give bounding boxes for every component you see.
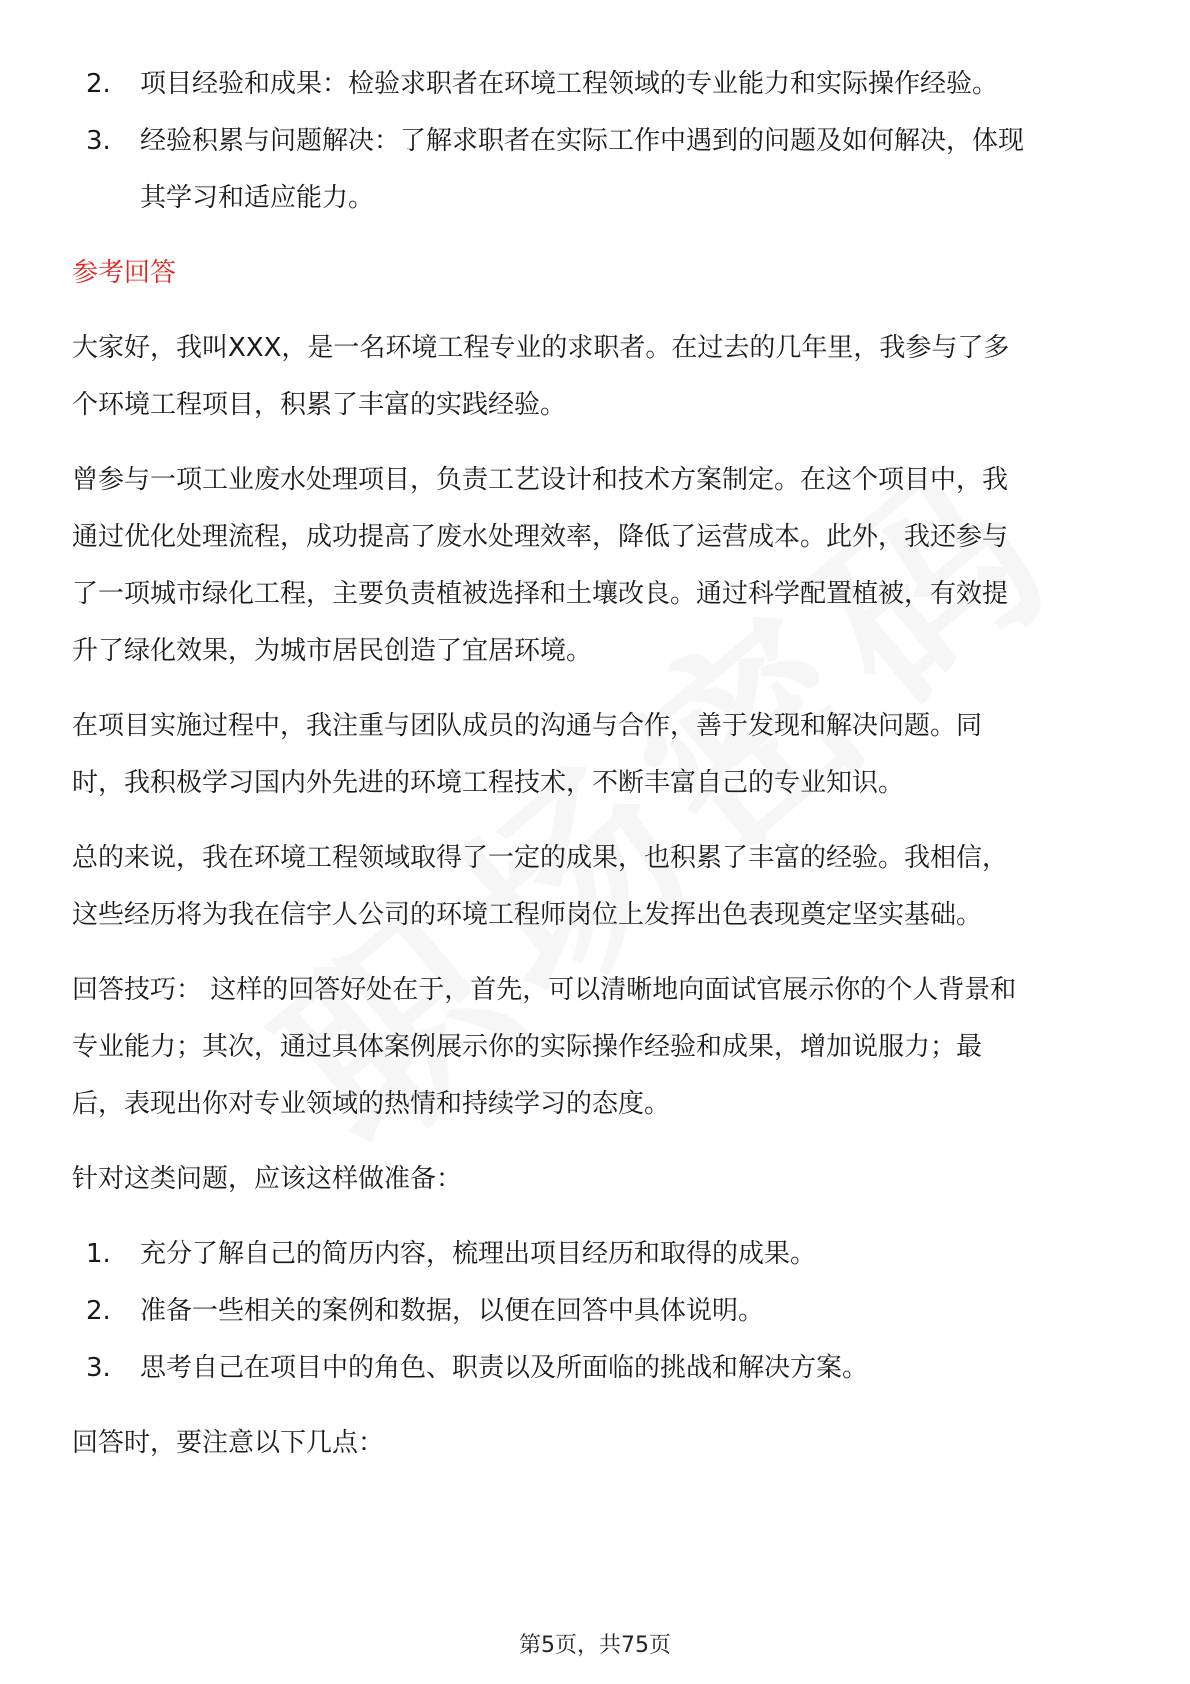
list-item-text: 准备一些相关的案例和数据，以便在回答中具体说明。 [140, 1296, 765, 1326]
list-item-text-line: 其学习和适应能力。 [140, 183, 375, 213]
list-item [86, 1226, 1122, 1283]
paragraph [72, 320, 1122, 434]
list-item-text-line: 经验积累与问题解决：了解求职者在实际工作中遇到的问题及如何解决，体现 [140, 126, 1025, 156]
list-number: 2. [86, 1296, 111, 1326]
list-number: 3. [86, 1353, 111, 1383]
paragraph [72, 962, 1122, 1133]
list-item [86, 1340, 1122, 1397]
list-number: 3. [86, 126, 111, 156]
list-item [86, 1283, 1122, 1340]
page-number: 第5页，共75页 [519, 1633, 671, 1658]
page-content [72, 56, 1122, 1472]
list-number: 1. [86, 1239, 111, 1269]
paragraph-line: 了一项城市绿化工程，主要负责植被选择和土壤改良。通过科学配置植被，有效提 [72, 579, 1009, 609]
section-heading: 参考回答 [72, 258, 177, 288]
list-item-text: 充分了解自己的简历内容，梳理出项目经历和取得的成果。 [140, 1239, 817, 1269]
paragraph-line: 回答技巧： 这样的回答好处在于，首先，可以清晰地向面试官展示你的个人背景和 [72, 975, 1017, 1005]
paragraph-line: 总的来说，我在环境工程领域取得了一定的成果，也积累了丰富的经验。我相信， [72, 843, 1009, 873]
paragraph-line: 后，表现出你对专业领域的热情和持续学习的态度。 [72, 1089, 671, 1119]
closing-text: 回答时，要注意以下几点： [72, 1428, 385, 1458]
paragraph-line: 个环境工程项目，积累了丰富的实践经验。 [72, 390, 567, 420]
paragraph-line: 专业能力；其次，通过具体案例展示你的实际操作经验和成果，增加说服力；最 [72, 1032, 983, 1062]
paragraph-line: 大家好，我叫XXX，是一名环境工程专业的求职者。在过去的几年里，我参与了多 [72, 333, 1010, 363]
paragraph-line: 曾参与一项工业废水处理项目，负责工艺设计和技术方案制定。在这个项目中，我 [72, 465, 1009, 495]
paragraph [72, 698, 1122, 812]
paragraph [72, 830, 1122, 944]
paragraph [72, 452, 1122, 680]
paragraph-line: 在项目实施过程中，我注重与团队成员的沟通与合作，善于发现和解决问题。同 [72, 711, 983, 741]
list-item [86, 56, 1122, 113]
paragraph-line: 针对这类问题，应该这样做准备： [72, 1164, 463, 1194]
list-item-text: 项目经验和成果：检验求职者在环境工程领域的专业能力和实际操作经验。 [140, 69, 999, 99]
list-item-text: 思考自己在项目中的角色、职责以及所面临的挑战和解决方案。 [140, 1353, 869, 1383]
paragraph-line: 时，我积极学习国内外先进的环境工程技术，不断丰富自己的专业知识。 [72, 768, 905, 798]
paragraph-line: 升了绿化效果，为城市居民创造了宜居环境。 [72, 636, 593, 666]
list-item [86, 113, 1122, 227]
list-number: 2. [86, 69, 111, 99]
paragraph-line: 这些经历将为我在信宇人公司的环境工程师岗位上发挥出色表现奠定坚实基础。 [72, 900, 983, 930]
paragraph [72, 1151, 1122, 1208]
ordered-list [72, 1226, 1122, 1397]
paragraph-line: 通过优化处理流程，成功提高了废水处理效率，降低了运营成本。此外，我还参与 [72, 522, 1009, 552]
